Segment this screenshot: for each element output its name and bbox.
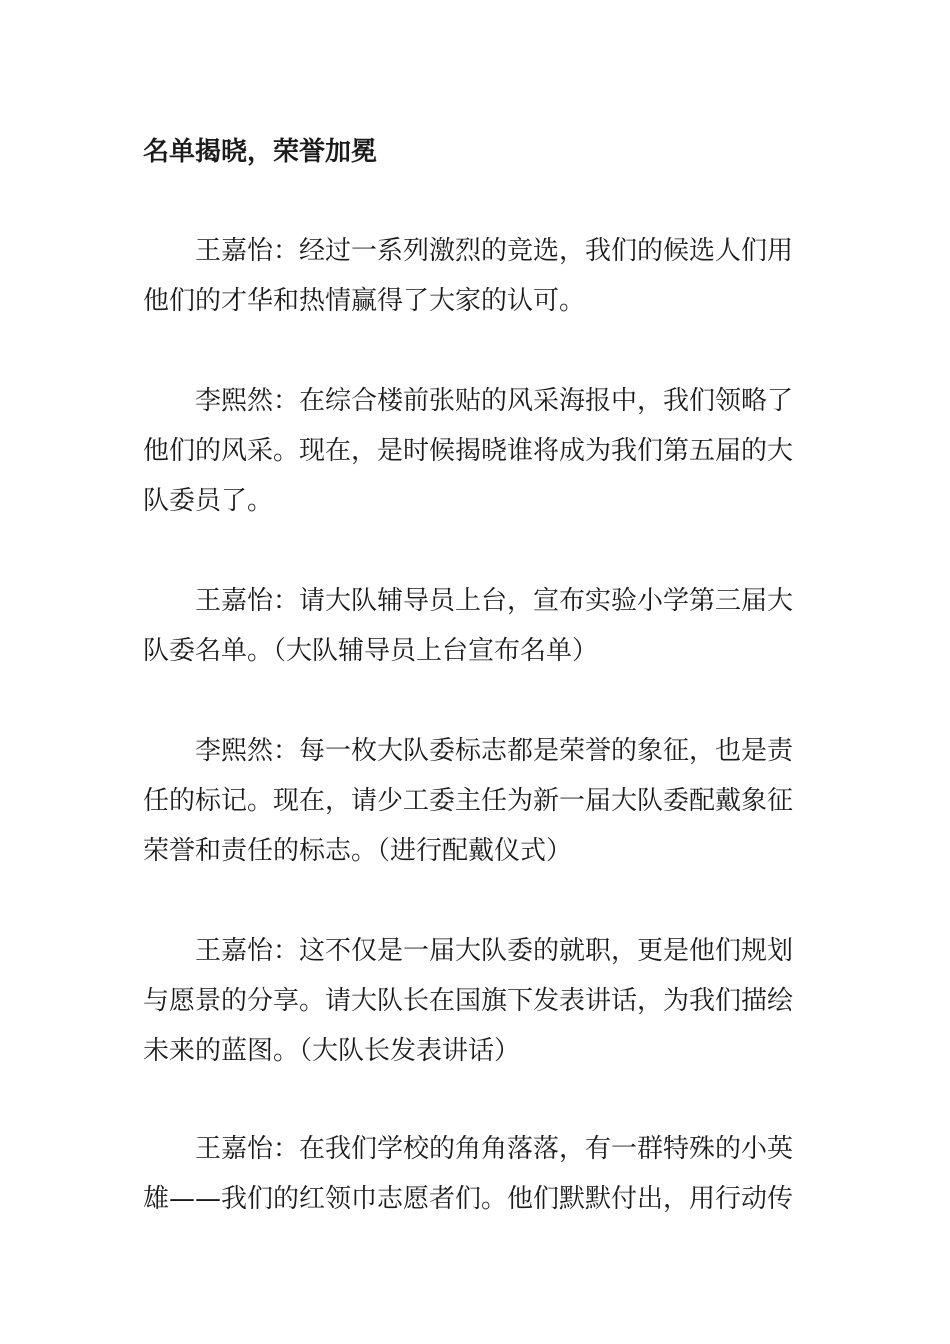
paragraph-4 xyxy=(143,726,813,876)
paragraph-line: 与愿景的分享。请大队长在国旗下发表讲话，为我们描绘 xyxy=(143,986,794,1016)
paragraph-line: 队委员了。 xyxy=(143,486,274,516)
paragraph-1 xyxy=(143,226,813,326)
paragraph-5 xyxy=(143,926,813,1076)
paragraph-line: 任的标记。现在，请少工委主任为新一届大队委配戴象征 xyxy=(143,786,794,816)
paragraph-line: 他们的风采。现在，是时候揭晓谁将成为我们第五届的大 xyxy=(143,436,794,466)
paragraph-line: 未来的蓝图。（大队长发表讲话） xyxy=(143,1036,521,1066)
paragraph-line: 王嘉怡：在我们学校的角角落落，有一群特殊的小英 xyxy=(195,1134,794,1164)
section-title: 名单揭晓，荣誉加冕 xyxy=(143,137,378,167)
paragraph-line: 荣誉和责任的标志。（进行配戴仪式） xyxy=(143,836,573,866)
paragraph-line: 李熙然：每一枚大队委标志都是荣誉的象征，也是责 xyxy=(195,736,794,766)
paragraph-6 xyxy=(143,1124,813,1224)
paragraph-line: 队委名单。（大队辅导员上台宣布名单） xyxy=(143,636,599,666)
paragraph-line: 王嘉怡：经过一系列激烈的竞选，我们的候选人们用 xyxy=(195,236,794,266)
paragraph-line: 王嘉怡：请大队辅导员上台，宣布实验小学第三届大 xyxy=(195,586,794,616)
paragraph-line: 他们的才华和热情赢得了大家的认可。 xyxy=(143,286,586,316)
paragraph-line: 雄——我们的红领巾志愿者们。他们默默付出，用行动传 xyxy=(143,1184,794,1214)
paragraph-line: 王嘉怡：这不仅是一届大队委的就职，更是他们规划 xyxy=(195,936,794,966)
paragraph-2 xyxy=(143,376,813,526)
paragraph-3 xyxy=(143,576,813,676)
paragraph-line: 李熙然：在综合楼前张贴的风采海报中，我们领略了 xyxy=(195,386,794,416)
